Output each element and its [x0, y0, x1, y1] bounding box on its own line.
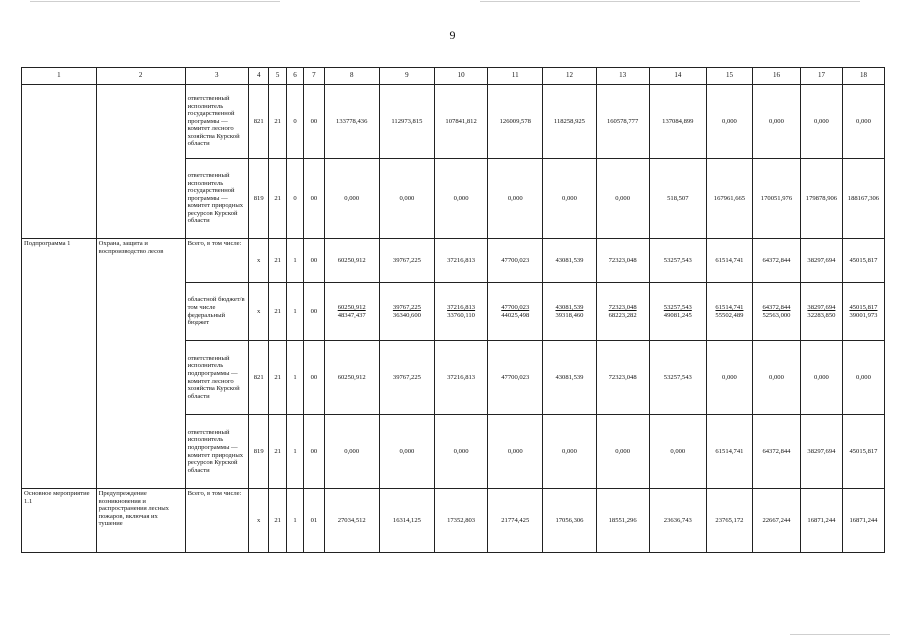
value-cell: 23765,172 [706, 489, 752, 553]
value-cell: 0,000 [649, 415, 706, 489]
value-cell: 0,000 [435, 415, 488, 489]
value-cell: 0,000 [435, 159, 488, 239]
value-cell: 0,000 [752, 341, 800, 415]
value-cell [649, 283, 706, 341]
regional-budget-value: 60250,912 [337, 303, 366, 311]
value-cell: 16314,125 [379, 489, 434, 553]
value-cell: 60250,912 [324, 239, 379, 283]
responsible-cell: ответственный исполнитель подпрограммы — комитет природных ресурсов Курской области [185, 415, 248, 489]
code-cell: 21 [269, 159, 286, 239]
code-cell: 0 [286, 159, 303, 239]
program-code-cell: Основное мероприятие 1.1 [22, 489, 97, 553]
value-cell: 37216,813 [435, 341, 488, 415]
header-cell: 8 [324, 68, 379, 85]
federal-budget-value: 33760,110 [447, 311, 475, 319]
code-cell: 21 [269, 283, 286, 341]
value-cell: 0,000 [842, 341, 884, 415]
grbs-cell: х [248, 239, 268, 283]
value-cell: 45015,817 [842, 415, 884, 489]
header-cell: 15 [706, 68, 752, 85]
value-cell [752, 283, 800, 341]
grbs-cell: х [248, 489, 268, 553]
code-cell: 00 [304, 341, 324, 415]
code-cell: 00 [304, 159, 324, 239]
responsible-cell: Всего, в том числе: [185, 489, 248, 553]
value-cell: 107841,812 [435, 85, 488, 159]
value-cell: 112973,815 [379, 85, 434, 159]
code-cell: 21 [269, 85, 286, 159]
value-cell: 167961,665 [706, 159, 752, 239]
value-cell: 39767,225 [379, 341, 434, 415]
code-cell: 1 [286, 239, 303, 283]
scan-artifact [790, 634, 890, 635]
regional-budget-value: 39767,225 [392, 303, 421, 311]
code-cell: 1 [286, 341, 303, 415]
value-cell: 27034,512 [324, 489, 379, 553]
value-cell [543, 283, 596, 341]
value-cell: 126009,578 [488, 85, 543, 159]
header-cell: 16 [752, 68, 800, 85]
federal-budget-value: 39318,460 [555, 311, 584, 319]
code-cell: 21 [269, 341, 286, 415]
value-cell [488, 283, 543, 341]
code-cell: 1 [286, 283, 303, 341]
page-number: 9 [449, 28, 456, 42]
value-cell: 47700,023 [488, 341, 543, 415]
regional-budget-value: 47700,023 [501, 303, 530, 311]
regional-budget-value: 43081,539 [555, 303, 584, 311]
header-cell: 2 [96, 68, 185, 85]
responsible-cell: областной бюджет/в том числе федеральный бюджет [185, 283, 248, 341]
value-cell [842, 283, 884, 341]
value-cell [706, 283, 752, 341]
table-row [22, 85, 885, 159]
value-cell: 0,000 [488, 159, 543, 239]
header-cell: 9 [379, 68, 434, 85]
code-cell: 00 [304, 283, 324, 341]
table-row [22, 489, 885, 553]
value-cell: 37216,813 [435, 239, 488, 283]
responsible-cell: ответственный исполнитель государственной программы — комитет лесного хозяйства Курской области [185, 85, 248, 159]
value-cell: 0,000 [842, 85, 884, 159]
program-name-cell [96, 85, 185, 239]
code-cell: 21 [269, 489, 286, 553]
responsible-cell: ответственный исполнитель государственной программы — комитет природных ресурсов Курской области [185, 159, 248, 239]
value-cell: 61514,741 [706, 239, 752, 283]
value-cell [435, 283, 488, 341]
value-cell: 0,000 [596, 159, 649, 239]
value-cell: 16871,244 [842, 489, 884, 553]
header-cell: 14 [649, 68, 706, 85]
value-cell: 38297,694 [800, 239, 842, 283]
header-cell: 4 [248, 68, 268, 85]
value-cell [800, 283, 842, 341]
header-cell: 13 [596, 68, 649, 85]
header-cell: 1 [22, 68, 97, 85]
value-cell: 118258,925 [543, 85, 596, 159]
responsible-cell: Всего, в том числе: [185, 239, 248, 283]
federal-budget-value: 68223,282 [608, 311, 637, 319]
code-cell: 21 [269, 415, 286, 489]
federal-budget-value: 48347,437 [337, 311, 366, 319]
value-cell: 64372,844 [752, 415, 800, 489]
value-cell: 22667,244 [752, 489, 800, 553]
value-cell: 60250,912 [324, 341, 379, 415]
grbs-cell: 819 [248, 415, 268, 489]
federal-budget-value: 52563,000 [762, 311, 791, 319]
value-cell [379, 283, 434, 341]
regional-budget-value: 61514,741 [715, 303, 744, 311]
value-cell: 0,000 [488, 415, 543, 489]
budget-table [21, 67, 885, 553]
value-cell: 53257,543 [649, 239, 706, 283]
federal-budget-value: 49081,245 [663, 311, 692, 319]
value-cell: 0,000 [324, 415, 379, 489]
value-cell: 518,507 [649, 159, 706, 239]
grbs-cell: 821 [248, 85, 268, 159]
scan-artifact [30, 1, 280, 2]
value-cell: 0,000 [324, 159, 379, 239]
value-cell: 17352,803 [435, 489, 488, 553]
value-cell: 0,000 [752, 85, 800, 159]
value-cell: 38297,694 [800, 415, 842, 489]
regional-budget-value: 45015,817 [849, 303, 878, 311]
value-cell: 43081,539 [543, 239, 596, 283]
value-cell: 64372,844 [752, 239, 800, 283]
program-name-cell: Охрана, защита и воспроизводство лесов [96, 239, 185, 489]
value-cell: 16871,244 [800, 489, 842, 553]
code-cell: 00 [304, 415, 324, 489]
value-cell: 188167,306 [842, 159, 884, 239]
value-cell: 0,000 [543, 415, 596, 489]
header-cell: 11 [488, 68, 543, 85]
value-cell: 137084,899 [649, 85, 706, 159]
value-cell: 170051,976 [752, 159, 800, 239]
value-cell: 179878,906 [800, 159, 842, 239]
grbs-cell: 819 [248, 159, 268, 239]
code-cell: 1 [286, 489, 303, 553]
value-cell: 0,000 [596, 415, 649, 489]
value-cell: 0,000 [706, 341, 752, 415]
header-cell: 3 [185, 68, 248, 85]
value-cell: 0,000 [800, 85, 842, 159]
value-cell: 0,000 [800, 341, 842, 415]
value-cell: 17056,306 [543, 489, 596, 553]
value-cell: 72323,048 [596, 341, 649, 415]
grbs-cell: 821 [248, 341, 268, 415]
code-cell: 01 [304, 489, 324, 553]
table-row [22, 239, 885, 283]
regional-budget-value: 53257,543 [663, 303, 692, 311]
value-cell: 0,000 [379, 159, 434, 239]
header-cell: 10 [435, 68, 488, 85]
header-cell: 17 [800, 68, 842, 85]
program-name-cell: Предупреждение возникновения и распространения лесных пожаров, включая их тушение [96, 489, 185, 553]
scan-artifact [480, 1, 860, 2]
header-row [22, 68, 885, 85]
header-cell: 6 [286, 68, 303, 85]
value-cell: 23636,743 [649, 489, 706, 553]
program-code-cell: Подпрограмма 1 [22, 239, 97, 489]
code-cell: 00 [304, 85, 324, 159]
code-cell: 0 [286, 85, 303, 159]
code-cell: 21 [269, 239, 286, 283]
value-cell [324, 283, 379, 341]
code-cell: 1 [286, 415, 303, 489]
value-cell: 0,000 [543, 159, 596, 239]
value-cell: 0,000 [379, 415, 434, 489]
value-cell: 61514,741 [706, 415, 752, 489]
value-cell: 39767,225 [379, 239, 434, 283]
header-cell: 18 [842, 68, 884, 85]
program-code-cell [22, 85, 97, 239]
regional-budget-value: 72323,048 [608, 303, 637, 311]
federal-budget-value: 44025,498 [501, 311, 530, 319]
value-cell: 72323,048 [596, 239, 649, 283]
value-cell: 43081,539 [543, 341, 596, 415]
value-cell: 53257,543 [649, 341, 706, 415]
federal-budget-value: 39001,973 [849, 311, 878, 319]
header-cell: 12 [543, 68, 596, 85]
value-cell: 21774,425 [488, 489, 543, 553]
value-cell: 18551,296 [596, 489, 649, 553]
value-cell: 133778,436 [324, 85, 379, 159]
federal-budget-value: 32283,850 [807, 311, 836, 319]
code-cell: 00 [304, 239, 324, 283]
value-cell [596, 283, 649, 341]
federal-budget-value: 36340,600 [392, 311, 421, 319]
value-cell: 45015,817 [842, 239, 884, 283]
regional-budget-value: 38297,694 [807, 303, 836, 311]
header-cell: 7 [304, 68, 324, 85]
value-cell: 47700,023 [488, 239, 543, 283]
grbs-cell: х [248, 283, 268, 341]
regional-budget-value: 37216,813 [447, 303, 476, 311]
regional-budget-value: 64372,844 [762, 303, 791, 311]
responsible-cell: ответственный исполнитель подпрограммы — комитет лесного хозяйства Курской области [185, 341, 248, 415]
federal-budget-value: 55502,489 [715, 311, 744, 319]
header-cell: 5 [269, 68, 286, 85]
value-cell: 160578,777 [596, 85, 649, 159]
value-cell: 0,000 [706, 85, 752, 159]
